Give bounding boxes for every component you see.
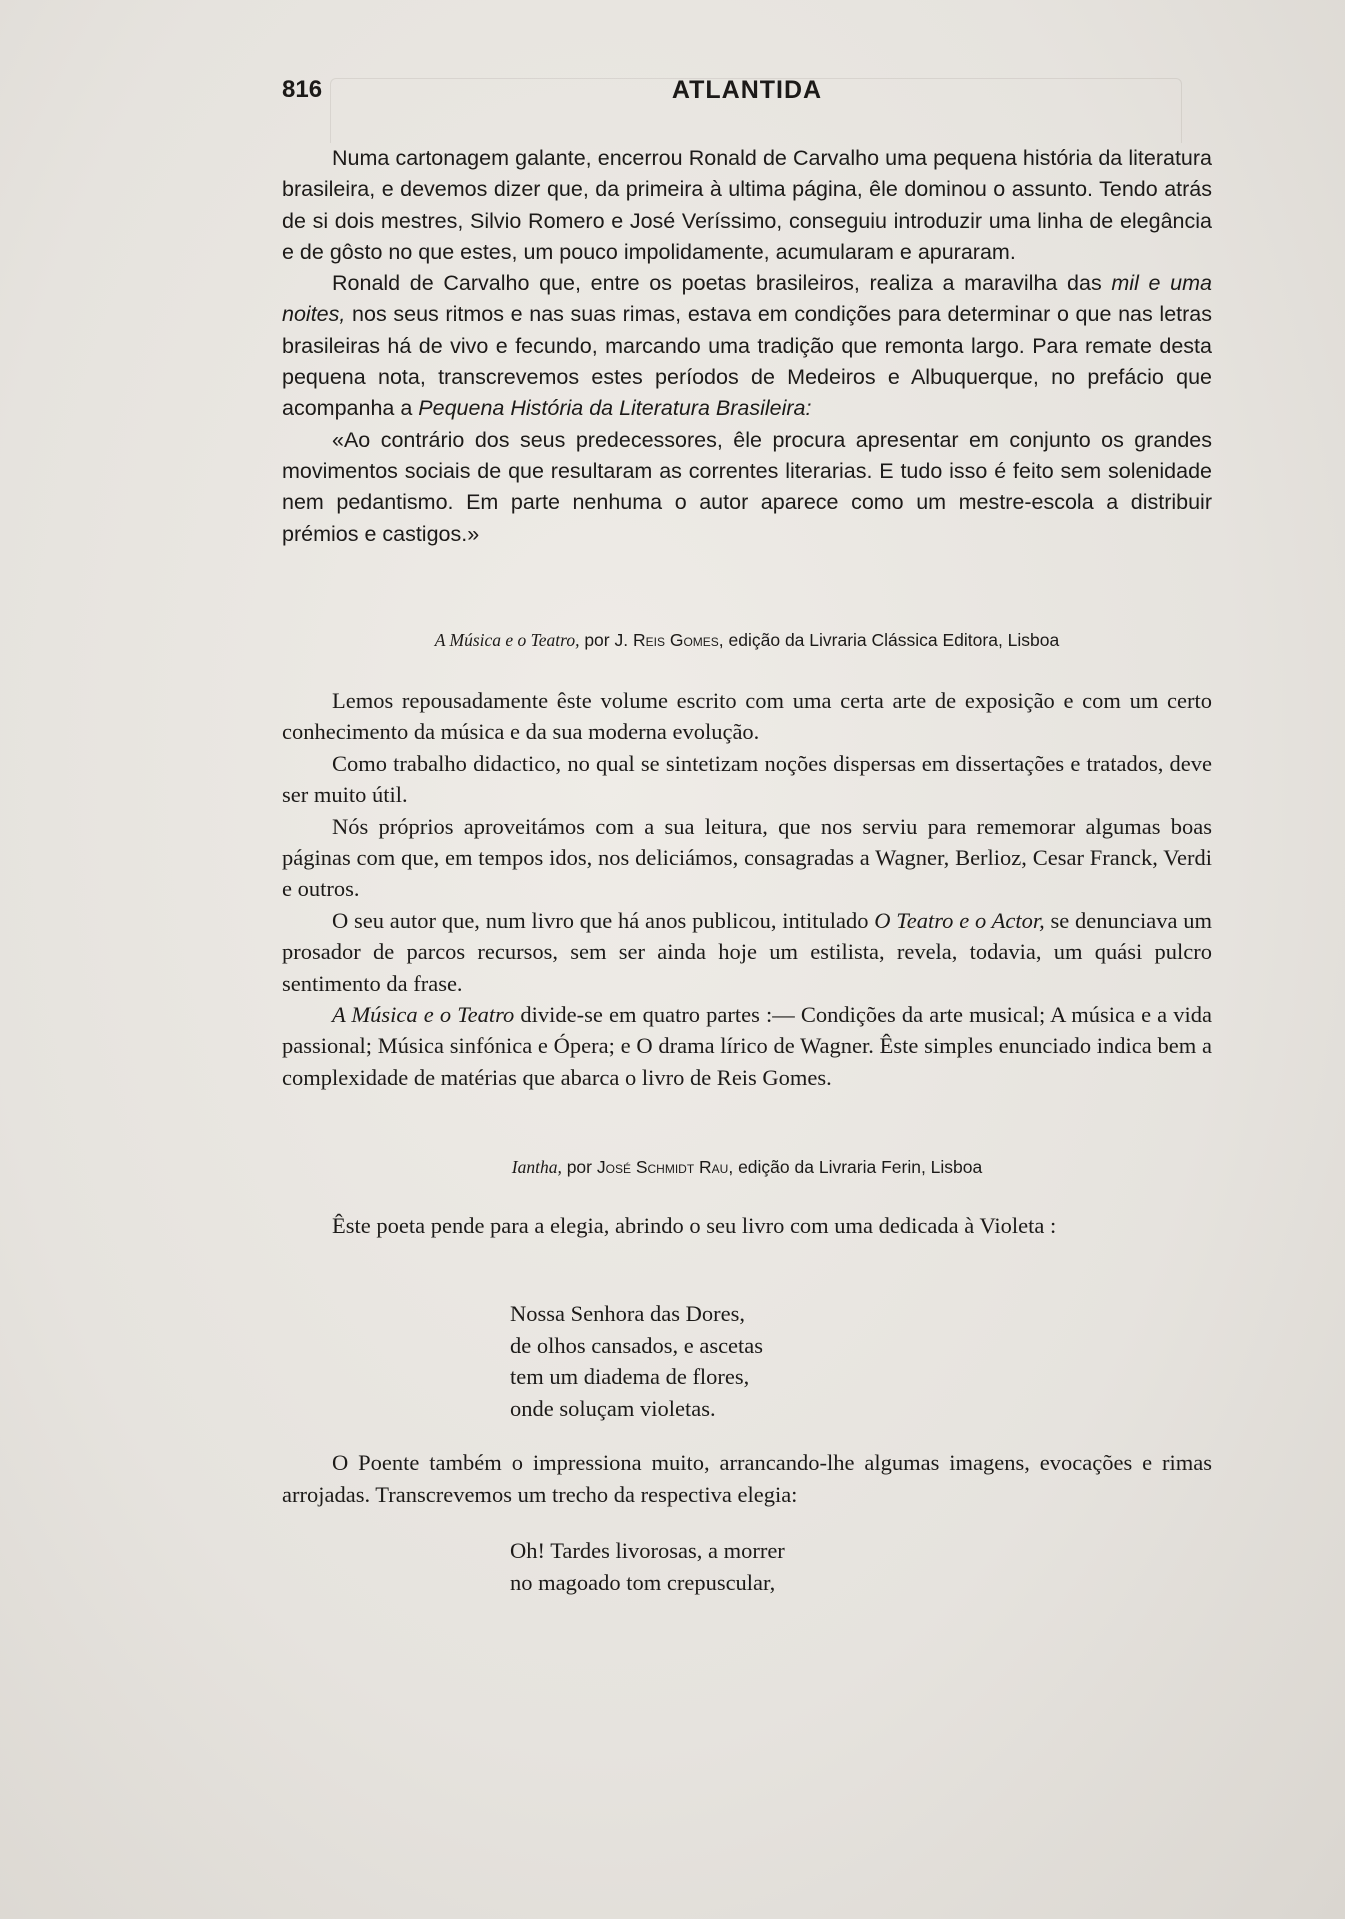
- author-name: José Schmidt Rau,: [596, 1157, 734, 1177]
- verse-stanza-2: [510, 1535, 1110, 1598]
- paragraph: A Música e o Teatro divide-se em quatro partes :— Condições da arte musical; A música e a vida passional; Música sinfónica e Ópera; e O drama lírico de Wagner. Êste simples enunciado indica bem a complexidade de matérias que abarca o livro de Reis Gomes.: [282, 1002, 1212, 1090]
- page-header: [282, 76, 1212, 116]
- verse-line: de olhos cansados, e ascetas: [510, 1332, 764, 1358]
- review-section-4: [282, 1447, 1212, 1510]
- review-section-3: [282, 1210, 1212, 1242]
- paragraph: Êste poeta pende para a elegia, abrindo o seu livro com uma dedicada à Violeta :: [332, 1213, 1057, 1238]
- paragraph: O Poente também o impressiona muito, arrancando-lhe algumas imagens, evocações e rimas arrojadas. Transcrevemos um trecho da respectiva elegia:: [282, 1450, 1212, 1507]
- verse-stanza-1: [510, 1298, 1110, 1424]
- paragraph: Numa cartonagem galante, encerrou Ronald de Carvalho uma pequena história da literatura brasileira, e devemos dizer que, da primeira à ultima página, êle dominou o assunto. Tendo atrás de si dois mestres, Silvio Romero e José Veríssimo, conseguiu introduzir uma linha de elegância e de gôsto no que estes, um pouco impolidamente, acumularam e apuraram.: [282, 146, 1212, 264]
- paragraph: Nós próprios aproveitámos com a sua leitura, que nos serviu para rememorar algumas boas páginas com que, em tempos idos, nos deliciámos, consagradas a Wagner, Berlioz, Cesar Franck, Verdi e outros.: [282, 813, 1212, 902]
- paragraph: O seu autor que, num livro que há anos publicou, intitulado O Teatro e o Actor, se denunciava um prosador de parcos recursos, sem ser ainda hoje um estilista, revela, todavia, um quási pulcro sentimento da frase.: [282, 907, 1213, 996]
- italic-title: mil e uma noites,: [282, 271, 1212, 327]
- review-section-2: [282, 685, 1212, 1093]
- book-caption-1: A Música e o Teatro, por J. Reis Gomes, edição da Livraria Clássica Editora, Lisboa: [434, 630, 1060, 650]
- verse-line: onde soluçam violetas.: [510, 1395, 716, 1421]
- verse-line: no magoado tom crepuscular,: [510, 1569, 776, 1595]
- paragraph: Lemos repousadamente êste volume escrito com uma certa arte de exposição e com um certo conhecimento da música e da sua moderna evolução.: [282, 688, 1212, 745]
- book-caption-2: Iantha, por José Schmidt Rau, edição da Livraria Ferin, Lisboa: [511, 1157, 983, 1177]
- verse-line: tem um diadema de flores,: [510, 1364, 750, 1389]
- page-number: 816: [282, 76, 323, 103]
- paragraph: Como trabalho didactico, no qual se sintetizam noções dispersas em dissertações e tratados, deve ser muito útil.: [282, 750, 1212, 808]
- quotation: «Ao contrário dos seus predecessores, êle procura apresentar em conjunto os grandes movimentos sociais de que resultaram as correntes literarias. E tudo isso é feito sem solenidade nem pedantismo. Em parte nenhuma o autor aparece como um mestre-escola a distribuir prémios e castigos.»: [282, 427, 1212, 546]
- running-title: ATLANTIDA: [671, 76, 823, 104]
- italic-book-title: Pequena História da Literatura Brasileira:: [418, 396, 812, 421]
- verse-line: Oh! Tardes livorosas, a morrer: [510, 1538, 785, 1563]
- paragraph: Ronald de Carvalho que, entre os poetas brasileiros, realiza a maravilha das mil e uma noites, nos seus ritmos e nas suas rimas, estava em condições para determinar o que nas letras brasileiras há de vivo e fecundo, marcando uma tradição que remonta largo. Para remate desta pequena nota, transcrevemos estes períodos de Medeiros e Albuquerque, no prefácio que acompanha a Pequena História da Literatura Brasileira:: [282, 271, 1212, 421]
- verse-line: Nossa Senhora das Dores,: [510, 1301, 745, 1326]
- author-name: Reis Gomes,: [632, 630, 724, 650]
- review-section-1: [282, 143, 1212, 550]
